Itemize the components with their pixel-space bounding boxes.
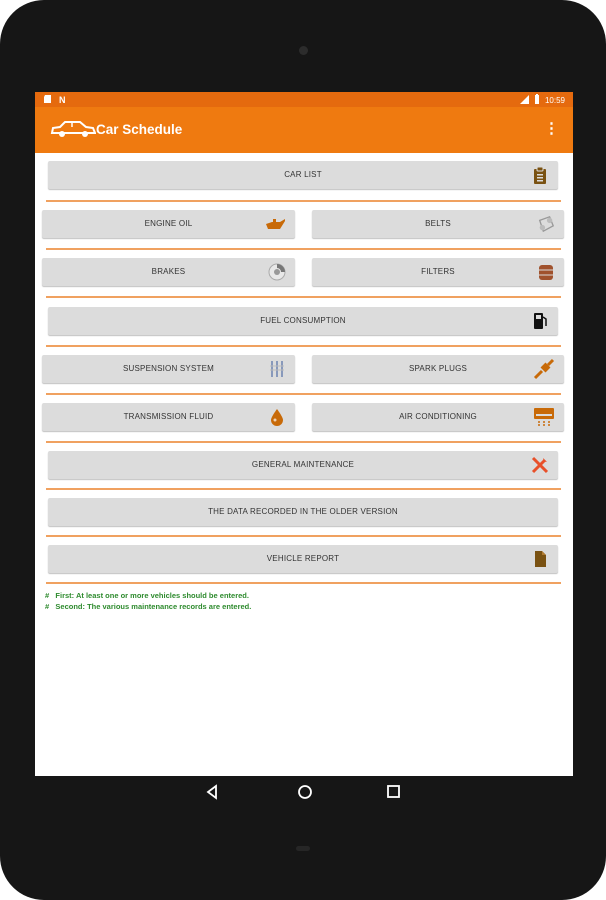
- clipboard-icon: [531, 166, 549, 184]
- air-conditioner-icon: [533, 408, 555, 426]
- separator: [46, 488, 561, 490]
- general-maintenance-label: GENERAL MAINTENANCE: [251, 460, 355, 469]
- engine-oil-label: ENGINE OIL: [144, 219, 193, 228]
- spark-plugs-button[interactable]: [312, 355, 564, 383]
- transmission-fluid-button[interactable]: [42, 403, 295, 431]
- back-icon[interactable]: [205, 784, 219, 805]
- car-list-label: CAR LIST: [284, 170, 322, 179]
- belts-button[interactable]: [312, 210, 564, 238]
- transmission-fluid-label: TRANSMISSION FLUID: [123, 412, 214, 421]
- separator: [46, 393, 561, 395]
- home-icon[interactable]: [297, 784, 313, 805]
- suspension-icon: [268, 360, 286, 378]
- air-conditioning-button[interactable]: [312, 403, 564, 431]
- general-maintenance-button[interactable]: [48, 451, 558, 479]
- app-title: Car Schedule: [96, 122, 183, 137]
- fuel-pump-icon: [531, 312, 549, 330]
- separator: [46, 200, 561, 202]
- spark-plugs-label: SPARK PLUGS: [408, 364, 468, 373]
- signal-icon: [520, 95, 529, 106]
- belt-icon: [537, 215, 555, 233]
- main-menu: [35, 153, 573, 776]
- belts-label: BELTS: [425, 219, 451, 228]
- camera-icon: [299, 46, 308, 55]
- sd-card-icon: [44, 95, 51, 105]
- separator: [46, 582, 561, 584]
- brakes-button[interactable]: [42, 258, 295, 286]
- more-vert-icon[interactable]: ⋮: [544, 120, 559, 137]
- engine-oil-button[interactable]: [42, 210, 295, 238]
- oil-can-icon: [264, 215, 286, 233]
- vehicle-report-label: VEHICLE REPORT: [266, 554, 340, 563]
- battery-icon: [534, 94, 540, 106]
- brakes-label: BRAKES: [151, 267, 186, 276]
- separator: [46, 345, 561, 347]
- separator: [46, 248, 561, 250]
- older-version-data-label: THE DATA RECORDED IN THE OLDER VERSION: [208, 507, 398, 516]
- note-first: # First: At least one or more vehicles should be entered.: [45, 591, 249, 600]
- app-bar: [35, 107, 573, 153]
- recent-apps-icon[interactable]: [386, 784, 400, 805]
- suspension-system-label: SUSPENSION SYSTEM: [123, 364, 214, 373]
- filter-icon: [537, 263, 555, 281]
- fuel-consumption-label: FUEL CONSUMPTION: [260, 316, 346, 325]
- car-logo-icon: [50, 120, 96, 143]
- suspension-system-button[interactable]: [42, 355, 295, 383]
- fuel-consumption-button[interactable]: [48, 307, 558, 335]
- screen: [35, 92, 573, 776]
- separator: [46, 441, 561, 443]
- tools-icon: [531, 456, 549, 474]
- filters-label: FILTERS: [421, 267, 455, 276]
- filters-button[interactable]: [312, 258, 564, 286]
- instructions: [45, 590, 251, 612]
- clock: 10:59: [544, 95, 565, 105]
- fluid-drop-icon: [268, 408, 286, 426]
- separator: [46, 535, 561, 537]
- spark-plug-icon: [533, 360, 555, 378]
- brake-disc-icon: [268, 263, 286, 281]
- vehicle-report-button[interactable]: [48, 545, 558, 573]
- status-bar: [35, 92, 573, 107]
- separator: [46, 296, 561, 298]
- air-conditioning-label: AIR CONDITIONING: [399, 412, 477, 421]
- speaker-icon: [296, 846, 310, 851]
- note-second: # Second: The various maintenance records are entered.: [45, 602, 252, 611]
- document-icon: [531, 550, 549, 568]
- navigation-bar: [35, 776, 573, 808]
- n-notification-icon: N: [59, 95, 66, 105]
- older-version-data-button[interactable]: [48, 498, 558, 526]
- car-list-button[interactable]: [48, 161, 558, 189]
